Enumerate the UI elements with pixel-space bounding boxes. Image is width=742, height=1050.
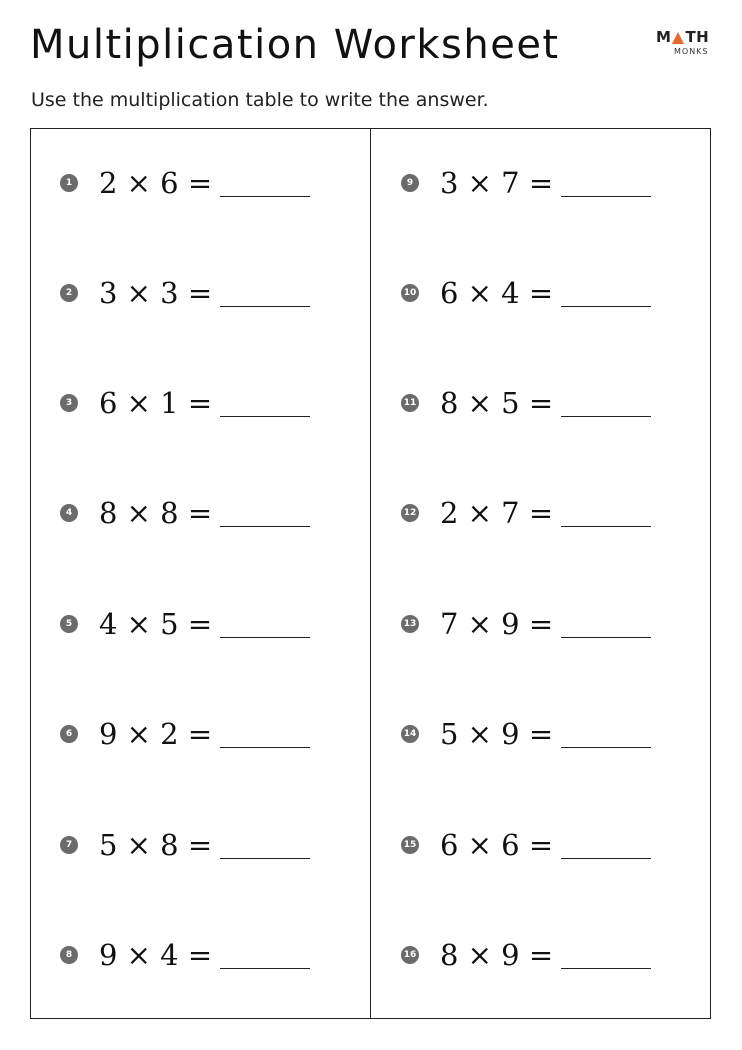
problem-expression: 2 × 6 = <box>99 166 213 200</box>
answer-blank[interactable] <box>220 747 310 748</box>
problem-item <box>401 273 651 313</box>
problem-expression: 3 × 3 = <box>99 276 213 310</box>
answer-blank[interactable] <box>561 526 651 527</box>
problem-item <box>401 163 651 203</box>
problem-number-badge: 8 <box>60 946 78 964</box>
problem-item <box>60 935 310 975</box>
problem-number-badge: 3 <box>60 394 78 412</box>
problem-expression: 8 × 5 = <box>440 386 554 420</box>
answer-blank[interactable] <box>220 637 310 638</box>
problem-item <box>60 825 310 865</box>
problem-item <box>60 383 310 423</box>
problem-expression: 7 × 9 = <box>440 607 554 641</box>
logo-letter-m: M <box>656 28 672 46</box>
logo-subword: MONKS <box>674 47 709 56</box>
problem-number-badge: 6 <box>60 725 78 743</box>
problem-expression: 3 × 7 = <box>440 166 554 200</box>
answer-blank[interactable] <box>220 306 310 307</box>
problem-item <box>60 714 310 754</box>
problem-number-badge: 5 <box>60 615 78 633</box>
problem-number-badge: 7 <box>60 836 78 854</box>
problem-number-badge: 9 <box>401 174 419 192</box>
problem-item <box>401 825 651 865</box>
logo-wordmark <box>656 28 709 46</box>
answer-blank[interactable] <box>561 858 651 859</box>
answer-blank[interactable] <box>220 196 310 197</box>
problem-number-badge: 15 <box>401 836 419 854</box>
problem-item <box>60 604 310 644</box>
problem-number-badge: 16 <box>401 946 419 964</box>
answer-blank[interactable] <box>220 416 310 417</box>
problem-expression: 8 × 8 = <box>99 496 213 530</box>
problem-column-right <box>371 128 711 1019</box>
problem-column-left <box>30 128 370 1019</box>
page-title: Multiplication Worksheet <box>30 22 560 68</box>
answer-blank[interactable] <box>220 858 310 859</box>
problem-number-badge: 13 <box>401 615 419 633</box>
problem-item <box>60 273 310 313</box>
problem-number-badge: 10 <box>401 284 419 302</box>
problem-expression: 9 × 4 = <box>99 938 213 972</box>
problem-number-badge: 14 <box>401 725 419 743</box>
answer-blank[interactable] <box>220 526 310 527</box>
logo-letters-th: TH <box>685 28 710 46</box>
problem-number-badge: 1 <box>60 174 78 192</box>
instructions: Use the multiplication table to write the answer. <box>31 89 489 111</box>
problem-item <box>401 935 651 975</box>
problem-expression: 8 × 9 = <box>440 938 554 972</box>
problem-number-badge: 2 <box>60 284 78 302</box>
problem-expression: 4 × 5 = <box>99 607 213 641</box>
problem-expression: 6 × 1 = <box>99 386 213 420</box>
answer-blank[interactable] <box>561 637 651 638</box>
problem-number-badge: 4 <box>60 504 78 522</box>
math-monks-logo <box>656 28 718 60</box>
problem-expression: 9 × 2 = <box>99 717 213 751</box>
answer-blank[interactable] <box>561 416 651 417</box>
problem-expression: 6 × 6 = <box>440 828 554 862</box>
problem-expression: 2 × 7 = <box>440 496 554 530</box>
answer-blank[interactable] <box>561 968 651 969</box>
answer-blank[interactable] <box>561 196 651 197</box>
problem-number-badge: 12 <box>401 504 419 522</box>
problem-item <box>401 383 651 423</box>
answer-blank[interactable] <box>561 747 651 748</box>
problem-expression: 6 × 4 = <box>440 276 554 310</box>
problem-expression: 5 × 8 = <box>99 828 213 862</box>
problem-item <box>401 714 651 754</box>
problem-number-badge: 11 <box>401 394 419 412</box>
answer-blank[interactable] <box>220 968 310 969</box>
problem-item <box>401 604 651 644</box>
problem-item <box>401 493 651 533</box>
problem-expression: 5 × 9 = <box>440 717 554 751</box>
triangle-icon <box>672 32 684 44</box>
problem-item <box>60 163 310 203</box>
problem-item <box>60 493 310 533</box>
answer-blank[interactable] <box>561 306 651 307</box>
